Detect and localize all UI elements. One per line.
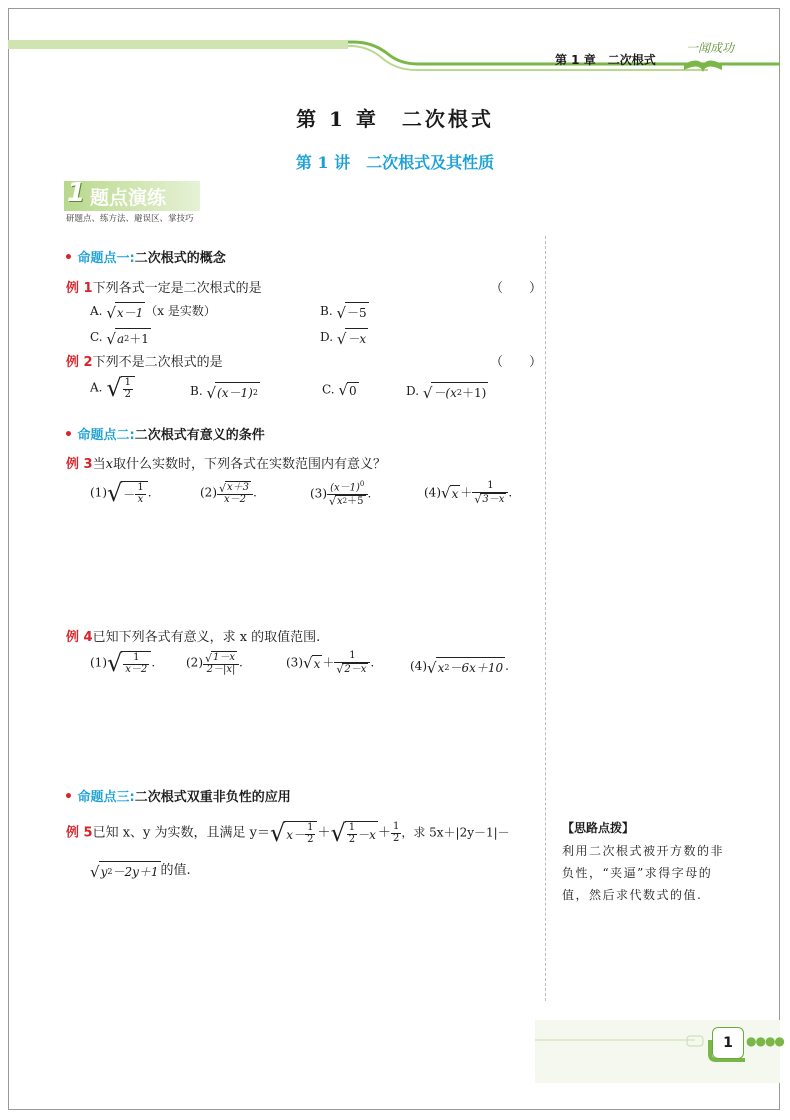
point-label: 命题点三 (77, 790, 130, 805)
point-title: 二次根式双重非负性的应用 (134, 790, 291, 805)
example-label: 例 2 (66, 355, 93, 370)
option-a: A. √ x－1 （x 是实数） (90, 304, 216, 322)
example-label: 例 5 (66, 825, 93, 841)
example-4-stem: 例 4已知下列各式有意义，求 x 的取值范围. (66, 630, 321, 645)
ex3-part-3: (3) $(x-1)^0$ √ x 2 ＋5 . (310, 480, 372, 509)
ex3-part-1: (1) √ － $\frac{1}{x}$ . (90, 479, 152, 507)
ex4-part-2: (2) √ 1－x 2－|x| . (186, 651, 243, 675)
page-number: 1 (712, 1027, 744, 1059)
section-number: 1 (67, 178, 86, 208)
example-label: 例 1 (66, 281, 93, 296)
option-d: D. √ －(x 2 ＋1) (406, 384, 487, 402)
point-heading-1: • 命题点一:二次根式的概念 (64, 250, 226, 266)
point-heading-3: • 命题点三:二次根式双重非负性的应用 (64, 789, 291, 805)
point-title: 二次根式的概念 (134, 251, 226, 266)
example-5-stem: 例 5已知 x、y 为实数，且满足 y＝ √ x－ $\frac{1}{2}$ ＋ √ $\frac{1}{2}$ －x ＋ $\frac{1}{2}$ ，求 5x＋|2y－1|－ (66, 819, 510, 847)
header-chapter-label: 第 1 章 二次根式 (555, 53, 656, 67)
option-a: A. √ $\frac{1}{2}$ (90, 376, 135, 400)
answer-paren: （ ） (490, 281, 543, 296)
ex4-part-4: (4) √ x 2 －6x＋10 . (410, 659, 509, 677)
ex3-part-2: (2) √ x＋3 x－2 . (200, 481, 257, 505)
ex3-part-4: (4) √ x ＋ 1 √ 3－x . (424, 480, 513, 506)
point-label: 命题点一 (77, 251, 130, 266)
example-5-continued: √ y 2 －2y＋1 的值. (90, 863, 191, 881)
example-3-stem: 例 3当x取什么实数时，下列各式在实数范围内有意义？ (66, 457, 386, 472)
option-c: C. √ 0 (322, 381, 357, 399)
point-heading-2: • 命题点二:二次根式有意义的条件 (64, 427, 265, 443)
section-title: 题点演练 (90, 187, 167, 209)
header-band (8, 40, 780, 80)
example-2-stem: 例 2下列不是二次根式的是 (66, 355, 223, 370)
ex4-part-1: (1) √ $\frac{1}{x-2}$ . (90, 649, 156, 677)
point-title: 二次根式有意义的条件 (134, 428, 265, 443)
column-divider (545, 236, 546, 1001)
answer-paren: （ ） (490, 355, 543, 370)
chapter-title: 第 1 章 二次根式 (296, 107, 494, 131)
bullet: • (64, 250, 73, 266)
example-label: 例 3 (66, 457, 93, 472)
page-dots: ●●●● (746, 1034, 784, 1048)
point-label: 命题点二 (77, 428, 130, 443)
option-b: B. √ －5 (320, 304, 367, 322)
bullet: • (64, 427, 73, 443)
option-c: C. √ a 2 ＋1 (90, 330, 149, 348)
option-b: B. √ (x－1) 2 (190, 384, 258, 402)
bullet: • (64, 789, 73, 805)
page-frame (8, 8, 780, 1110)
tip-text: 利用二次根式被开方数的非负性，“夹逼”求得字母的值，然后求代数式的值. (562, 844, 725, 902)
example-1-stem: 例 1下列各式一定是二次根式的是 (66, 281, 262, 296)
tip-title: 【思路点拨】 (562, 821, 635, 835)
lecture-title: 第 1 讲 二次根式及其性质 (295, 153, 495, 172)
logo-text: 一闻成功 (686, 41, 735, 55)
example-label: 例 4 (66, 630, 93, 645)
section-subtitle: 研题点、练方法、避误区、掌技巧 (66, 214, 194, 224)
book-logo-icon (678, 30, 735, 74)
ex4-part-3: (3) √ x ＋ 1 √ 2－x . (286, 650, 375, 676)
option-d: D. √ －x (320, 330, 367, 348)
